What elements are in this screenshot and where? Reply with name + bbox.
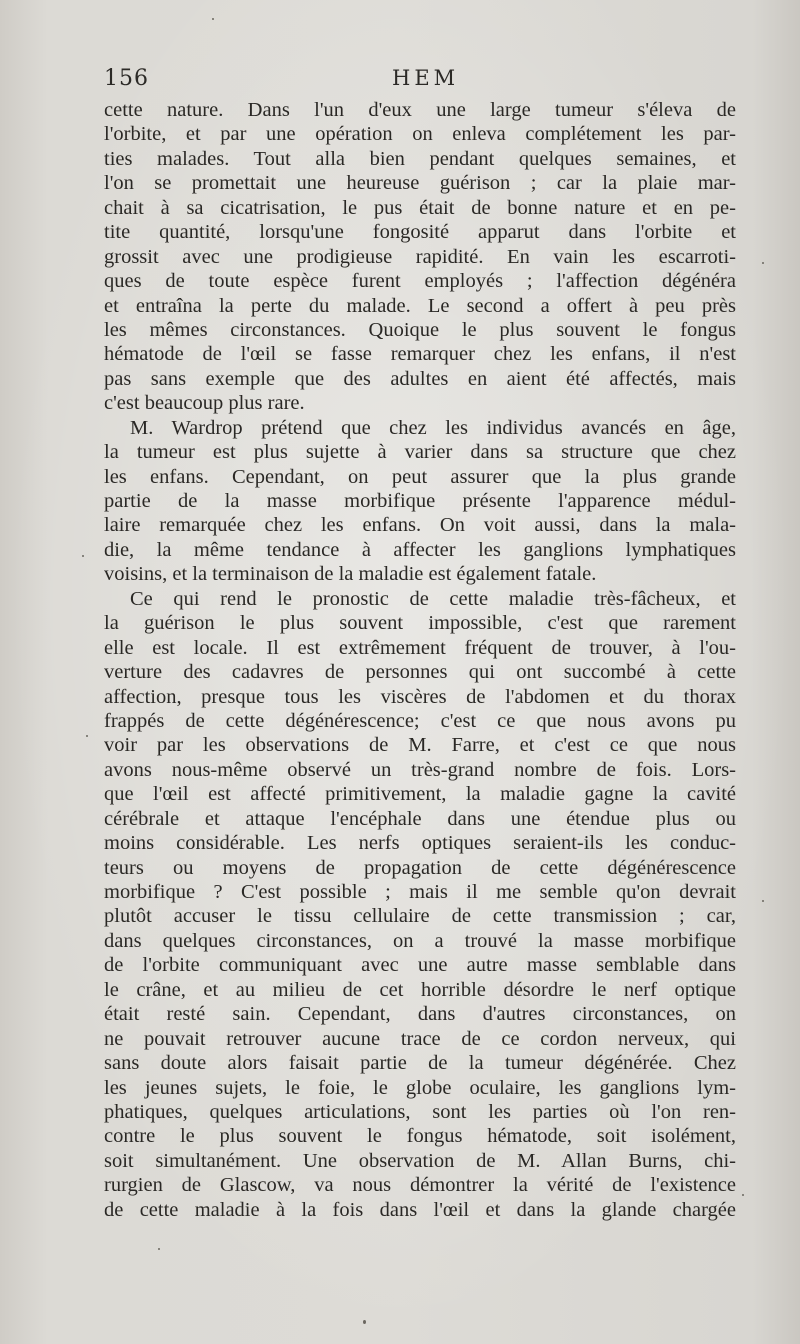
text-line: soit simultanément. Une observation de M. Allan Burns, chi-	[104, 1149, 736, 1172]
paper-speck	[86, 735, 88, 737]
text-line: affection, presque tous les viscères de l'abdomen et du thorax	[104, 685, 736, 708]
text-line: de l'orbite communiquant avec une autre masse semblable dans	[104, 954, 736, 977]
text-line: le crâne, et au milieu de cet horrible désordre le nerf optique	[104, 978, 736, 1001]
text-line: et entraîna la perte du malade. Le second a offert à peu près	[104, 294, 736, 317]
text-line: les mêmes circonstances. Quoique le plus souvent le fongus	[104, 318, 736, 341]
text-line: les enfans. Cependant, on peut assurer que la plus grande	[104, 465, 736, 488]
text-line: tite quantité, lorsqu'une fongosité apparut dans l'orbite et	[104, 221, 736, 244]
paragraph-3	[104, 587, 736, 1222]
text-line: ne pouvait retrouver aucune trace de ce cordon nerveux, qui	[104, 1027, 736, 1050]
text-line: avons nous-même observé un très-grand nombre de fois. Lors-	[104, 758, 736, 781]
text-line: ques de toute espèce furent employés ; l'affection dégénéra	[104, 270, 736, 293]
text-line: rurgien de Glascow, va nous démontrer la vérité de l'existence	[104, 1174, 736, 1197]
text-line: chait à sa cicatrisation, le pus était de bonne nature et en pe-	[104, 196, 736, 219]
text-line: la tumeur est plus sujette à varier dans sa structure que chez	[104, 441, 736, 464]
text-line: dans quelques circonstances, on a trouvé la masse morbifique	[104, 929, 736, 952]
text-line: contre le plus souvent le fongus hématode, soit isolément,	[104, 1125, 736, 1148]
text-line: elle est locale. Il est extrêmement fréquent de trouver, à l'ou-	[104, 636, 736, 659]
text-line: de cette maladie à la fois dans l'œil et dans la glande chargée	[104, 1198, 736, 1221]
text-line: que l'œil est affecté primitivement, la maladie gagne la cavité	[104, 783, 736, 806]
text-line: Ce qui rend le pronostic de cette maladie très-fâcheux, et	[130, 587, 736, 610]
running-head: HEM	[392, 66, 460, 90]
text-line: la guérison le plus souvent impossible, c'est que rarement	[104, 612, 736, 635]
text-line: sans doute alors faisait partie de la tumeur dégénérée. Chez	[104, 1052, 736, 1075]
text-line: morbifique ? C'est possible ; mais il me semble qu'on devrait	[104, 881, 736, 903]
text-line: l'orbite, et par une opération on enleva complétement les par-	[104, 123, 736, 146]
paragraph-2	[104, 416, 736, 587]
text-line: était resté sain. Cependant, dans d'autres circonstances, on	[104, 1003, 736, 1026]
text-line: hématode de l'œil se fasse remarquer chez les enfans, il n'est	[104, 343, 736, 366]
text-line: phatiques, quelques articulations, sont les parties où l'on ren-	[104, 1100, 736, 1123]
paper-speck	[762, 900, 764, 902]
text-line: laire remarquée chez les enfans. On voit aussi, dans la mala-	[104, 514, 736, 537]
text-line: plutôt accuser le tissu cellulaire de cette transmission ; car,	[104, 905, 736, 928]
text-line: grossit avec une prodigieuse rapidité. En vain les escarroti-	[104, 245, 736, 268]
text-line: M. Wardrop prétend que chez les individus avancés en âge,	[130, 416, 736, 439]
text-line: les jeunes sujets, le foie, le globe oculaire, les ganglions lym-	[104, 1076, 736, 1099]
text-line: voisins, et la terminaison de la maladie est également fatale.	[104, 563, 597, 586]
page-number: 156	[104, 66, 149, 91]
text-line: verture des cadavres de personnes qui ont succombé à cette	[104, 661, 736, 684]
body-text	[104, 98, 736, 1222]
text-line: die, la même tendance à affecter les ganglions lymphatiques	[104, 538, 736, 561]
text-line: pas sans exemple que des adultes en aient été affectés, mais	[104, 367, 736, 390]
text-line: cérébrale et attaque l'encéphale dans une étendue plus ou	[104, 807, 736, 830]
text-line: ties malades. Tout alla bien pendant quelques semaines, et	[104, 147, 736, 170]
page-header	[104, 64, 736, 96]
text-line: cette nature. Dans l'un d'eux une large tumeur s'éleva de	[104, 99, 736, 121]
text-line: frappés de cette dégénérescence; c'est ce que nous avons pu	[104, 709, 736, 732]
paper-speck	[212, 18, 214, 20]
text-line: l'on se promettait une heureuse guérison ; car la plaie mar-	[104, 172, 736, 195]
paper-speck	[82, 555, 84, 557]
text-line: voir par les observations de M. Farre, et c'est ce que nous	[104, 734, 736, 757]
paper-speck	[363, 1320, 366, 1324]
text-line: teurs ou moyens de propagation de cette dégénérescence	[104, 856, 736, 879]
text-line: c'est beaucoup plus rare.	[104, 392, 305, 415]
paper-speck	[762, 262, 764, 264]
text-line: moins considérable. Les nerfs optiques seraient-ils les conduc-	[104, 832, 736, 855]
paper-speck	[158, 1248, 160, 1250]
paper-speck	[742, 1194, 744, 1196]
text-line: partie de la masse morbifique présente l'apparence médul-	[104, 490, 736, 512]
paragraph-1	[104, 98, 736, 416]
